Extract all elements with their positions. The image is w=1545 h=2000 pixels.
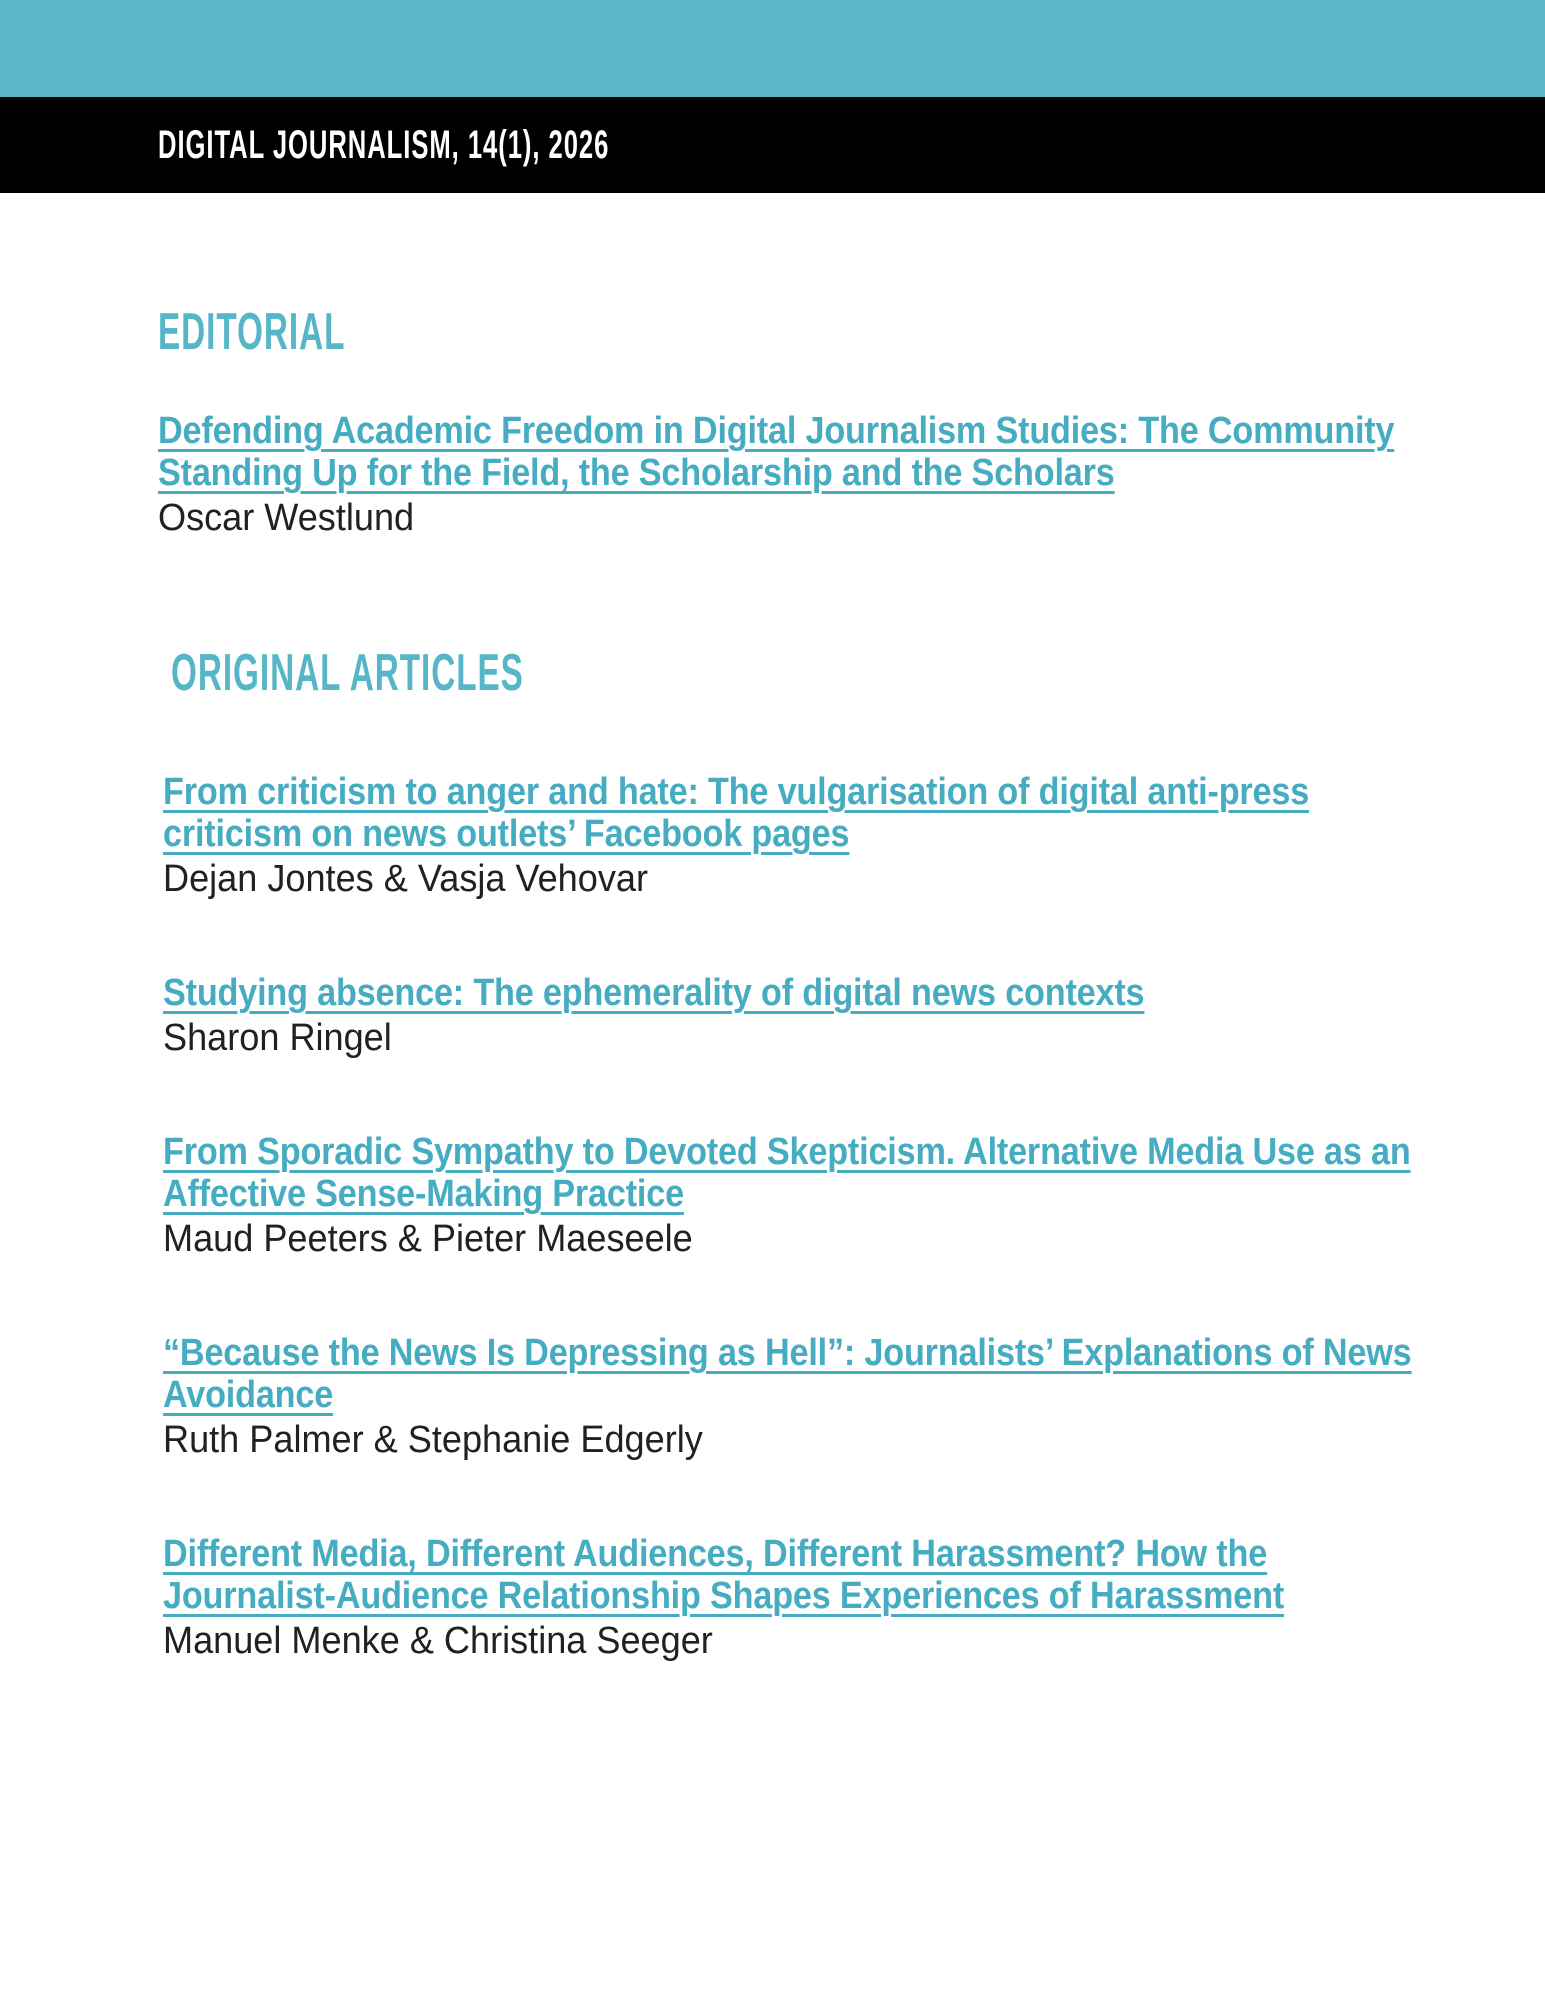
article-title-line[interactable]: From criticism to anger and hate: The vulgarisation of digital anti-press (163, 771, 1310, 813)
article-title-line[interactable]: Different Media, Different Audiences, Different Harassment? How the (163, 1533, 1268, 1575)
journal-title: DIGITAL JOURNALISM, 14(1), 2026 (158, 123, 610, 167)
table-of-contents (0, 303, 1545, 1662)
article-entry (163, 771, 1545, 900)
section-heading-editorial: EDITORIAL (158, 303, 346, 361)
cover-accent-bar (0, 0, 1545, 97)
article-authors: Sharon Ringel (163, 1017, 392, 1059)
section-original-articles (0, 644, 1545, 1662)
article-list (163, 771, 1545, 1662)
article-entry (163, 972, 1545, 1059)
section-editorial (0, 303, 1545, 539)
article-entry (163, 1533, 1545, 1662)
article-title-line[interactable]: Journalist-Audience Relationship Shapes Experiences of Harassment (163, 1575, 1285, 1617)
article-title-line[interactable]: Avoidance (163, 1374, 334, 1416)
article-title-link[interactable] (163, 1533, 1545, 1617)
article-authors: Ruth Palmer & Stephanie Edgerly (163, 1419, 703, 1461)
journal-header-bar (0, 97, 1545, 193)
article-title-line[interactable]: criticism on news outlets’ Facebook pages (163, 813, 850, 855)
article-entry (158, 410, 1545, 539)
article-title-line[interactable]: Standing Up for the Field, the Scholarship and the Scholars (158, 452, 1115, 494)
article-title-link[interactable] (163, 1131, 1545, 1215)
article-authors: Manuel Menke & Christina Seeger (163, 1620, 713, 1662)
article-title-line[interactable]: “Because the News Is Depressing as Hell”: Journalists’ Explanations of News (163, 1332, 1412, 1374)
article-title-line[interactable]: Affective Sense-Making Practice (163, 1173, 684, 1215)
article-title-link[interactable] (163, 972, 1545, 1014)
article-entry (163, 1131, 1545, 1260)
article-title-link[interactable] (163, 771, 1545, 855)
article-title-line[interactable]: Defending Academic Freedom in Digital Journalism Studies: The Community (158, 410, 1395, 452)
article-title-link[interactable] (163, 1332, 1545, 1416)
article-title-line[interactable]: From Sporadic Sympathy to Devoted Skepticism. Alternative Media Use as an (163, 1131, 1411, 1173)
article-entry (163, 1332, 1545, 1461)
section-heading-original-articles: ORIGINAL ARTICLES (171, 644, 524, 702)
article-authors: Oscar Westlund (158, 497, 415, 539)
article-authors: Dejan Jontes & Vasja Vehovar (163, 858, 648, 900)
article-title-line[interactable]: Studying absence: The ephemerality of digital news contexts (163, 972, 1145, 1014)
article-authors: Maud Peeters & Pieter Maeseele (163, 1218, 693, 1260)
article-title-link[interactable] (158, 410, 1545, 494)
